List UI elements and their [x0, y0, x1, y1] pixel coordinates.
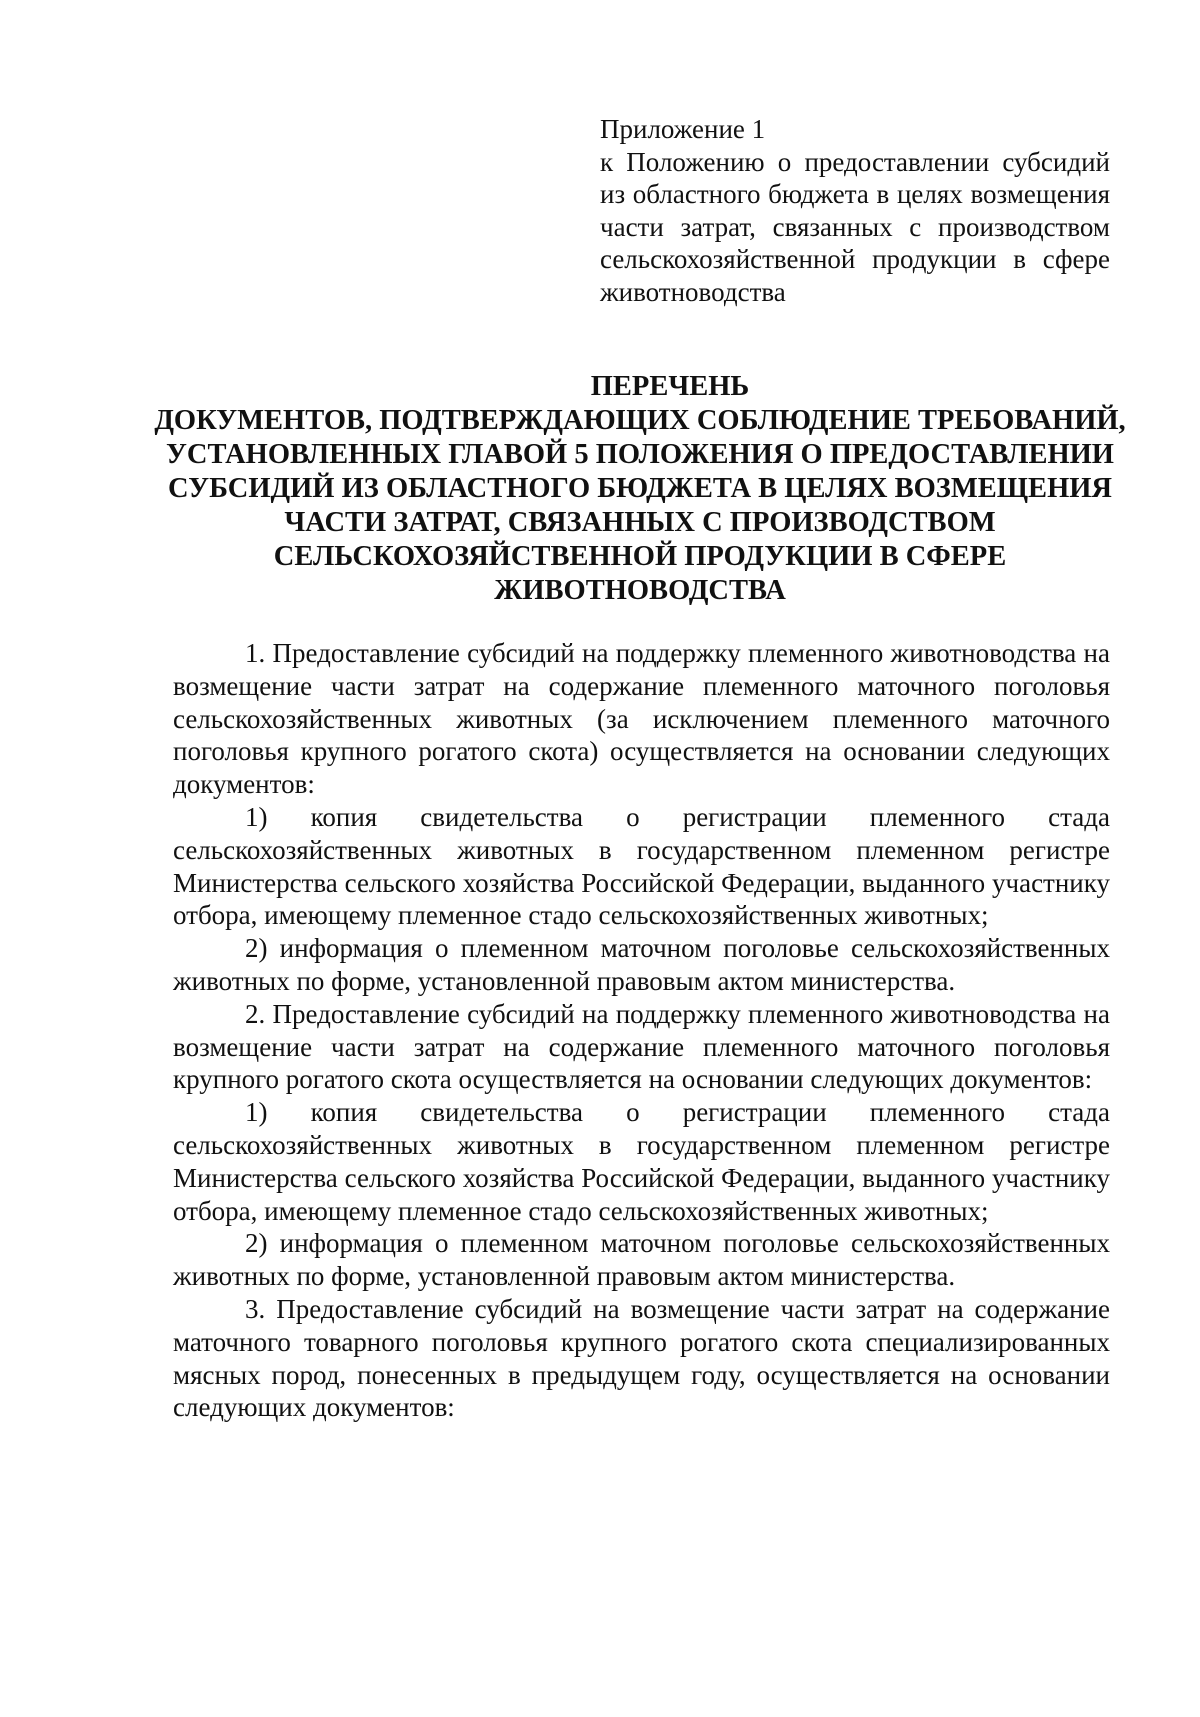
paragraph-2: 2. Предоставление субсидий на поддержку племенного животноводства на возмещение части затрат на содержание племенного маточного поголовья крупного рогатого скота осуществляется на основании следующих документов:: [173, 998, 1110, 1095]
paragraph-3: 3. Предоставление субсидий на возмещение части затрат на содержание маточного товарного поголовья крупного рогатого скота специализированных мясных пород, понесенных в предыдущем году, осуществляется на основании следующих документов:: [173, 1293, 1110, 1423]
appendix-reference: к Положению о предоставлении субсидий из областного бюджета в целях возмещения части затрат, связанных с производством сельскохозяйственной продукции в сфере животноводства: [600, 146, 1110, 307]
paragraph-1: 1. Предоставление субсидий на поддержку племенного животноводства на возмещение части затрат на содержание племенного маточного поголовья сельскохозяйственных животных (за исключением племенного маточного поголовья крупного рогатого скота) осуществляется на основании следующих документов:: [173, 638, 1110, 800]
document-body: [173, 637, 1110, 1424]
document-title: [150, 370, 1130, 608]
paragraph-1-item-2: 2) информация о племенном маточном поголовье сельскохозяйственных животных по форме, установленной правовым актом министерства.: [173, 933, 1110, 996]
paragraph-2-item-2: 2) информация о племенном маточном поголовье сельскохозяйственных животных по форме, установленной правовым актом министерства.: [173, 1228, 1110, 1292]
appendix-number: Приложение 1: [600, 114, 766, 144]
title-heading: ПЕРЕЧЕНЬ: [590, 371, 750, 402]
paragraph-2-item-1: 1) копия свидетельства о регистрации племенного стада сельскохозяйственных животных в государственном племенном регистре Министерства сельского хозяйства Российской Федерации, выданного участнику отбора, имеющему племенное стадо сельскохозяйственных животных;: [173, 1097, 1110, 1226]
appendix-block: [600, 113, 1110, 308]
paragraph-1-item-1: 1) копия свидетельства о регистрации племенного стада сельскохозяйственных животных в государственном племенном регистре Министерства сельского хозяйства Российской Федерации, выданного участнику отбора, имеющему племенное стадо сельскохозяйственных животных;: [173, 801, 1110, 931]
title-subtitle: ДОКУМЕНТОВ, ПОДТВЕРЖДАЮЩИХ СОБЛЮДЕНИЕ ТРЕБОВАНИЙ, УСТАНОВЛЕННЫХ ГЛАВОЙ 5 ПОЛОЖЕНИЯ О ПРЕДОСТАВЛЕНИИ СУБСИДИЙ ИЗ ОБЛАСТНОГО БЮДЖЕТА В ЦЕЛЯХ ВОЗМЕЩЕНИЯ ЧАСТИ ЗАТРАТ, СВЯЗАННЫХ С ПРОИЗВОДСТВОМ СЕЛЬСКОХОЗЯЙСТВЕННОЙ ПРОДУКЦИИ В СФЕРЕ ЖИВОТНОВОДСТВА: [154, 405, 1126, 606]
